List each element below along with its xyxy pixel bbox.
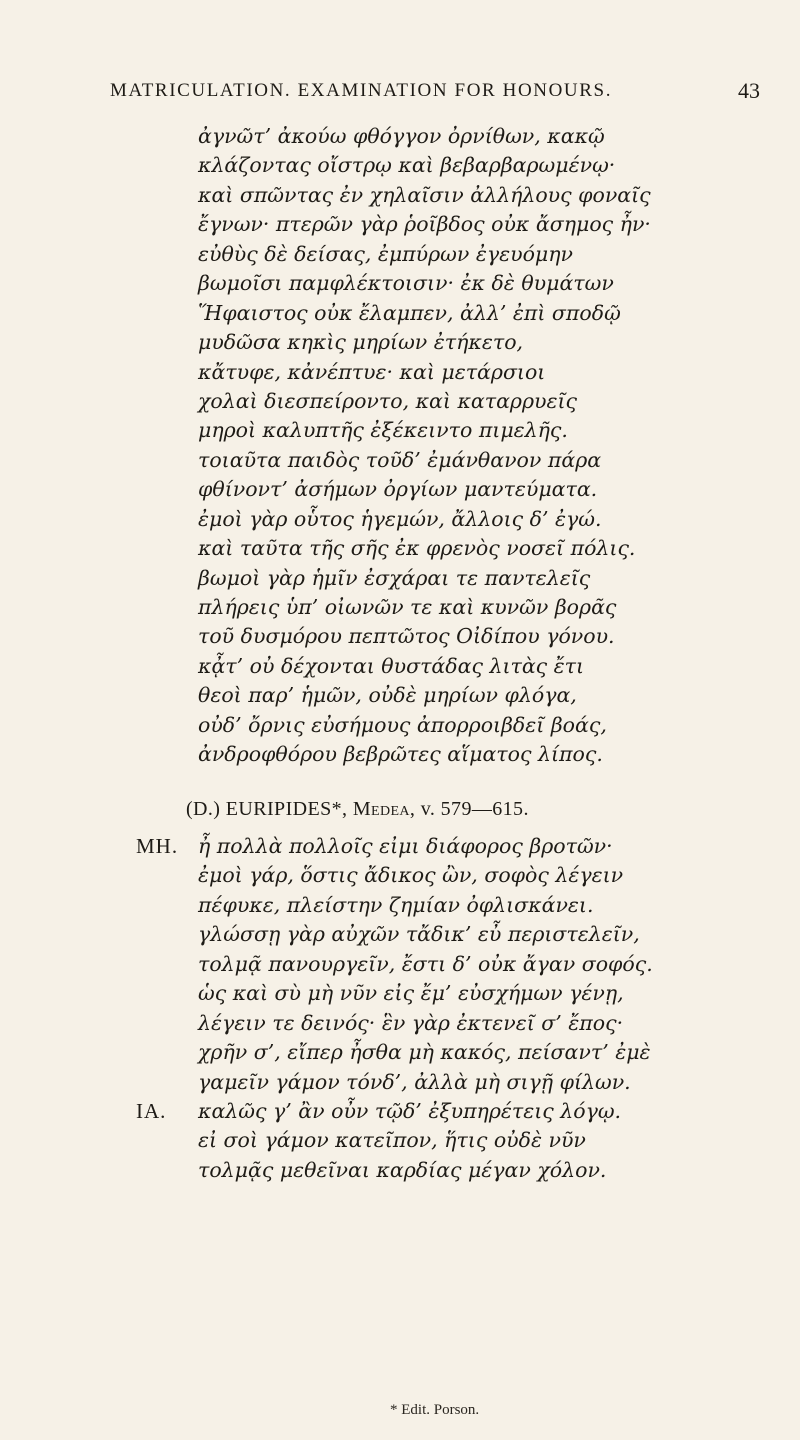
dialogue-line xyxy=(136,832,768,861)
verse-line: Ἥφαιστος οὐκ ἔλαμπεν, ἀλλ’ ἐπὶ σποδῷ xyxy=(198,300,621,325)
dialogue-line xyxy=(198,979,768,1008)
dialogue-line xyxy=(198,861,768,890)
section-heading xyxy=(186,798,529,821)
dialogue-line xyxy=(198,1156,768,1185)
speaker-label: MH. xyxy=(136,834,179,858)
section-label: (D.) xyxy=(186,798,221,820)
verse-line: ἀνδροφθόρου βεβρῶτες αἵματος λίπος. xyxy=(198,742,603,767)
verse-line: ἐμοὶ γὰρ οὗτος ἡγεμών, ἄλλοις δ’ ἐγώ. xyxy=(198,506,602,531)
page-number: 43 xyxy=(738,78,760,103)
verse-line: βωμοὶ γὰρ ἡμῖν ἐσχάραι τε παντελεῖς xyxy=(198,565,591,590)
verse-line: κλάζοντας οἴστρῳ καὶ βεβαρβαρωμένῳ· xyxy=(198,153,616,178)
dialogue-line xyxy=(198,1009,768,1038)
dialogue-line xyxy=(198,891,768,920)
verse-line: μηροὶ καλυπτῆς ἐξέκειντο πιμελῆς. xyxy=(198,418,568,443)
verse-line: κἄτυφε, κἀνέπτυε· καὶ μετάρσιοι xyxy=(198,359,546,384)
dialogue-line xyxy=(198,1126,768,1155)
dialogue-line xyxy=(198,1038,768,1067)
dialogue-text: πέφυκε, πλείστην ζημίαν ὀφλισκάνει. xyxy=(198,892,594,917)
dialogue-line xyxy=(198,1068,768,1097)
dialogue-passage xyxy=(136,832,768,1185)
verse-line: καὶ σπῶντας ἐν χηλαῖσιν ἀλλήλους φοναῖς xyxy=(198,182,651,207)
running-head xyxy=(110,80,760,110)
verse-line: οὐδ’ ὄρνις εὐσήμους ἀπορροιβδεῖ βοάς, xyxy=(198,712,607,737)
footnote: * Edit. Porson. xyxy=(390,1402,480,1418)
verse-line: μυδῶσα κηκὶς μηρίων ἐτήκετο, xyxy=(198,330,524,355)
dialogue-text: ἦ πολλὰ πολλοῖς εἰμι διάφορος βροτῶν· xyxy=(198,834,613,858)
dialogue-line xyxy=(198,950,768,979)
verse-line: τοῦ δυσμόρου πεπτῶτος Οἰδίπου γόνου. xyxy=(198,624,615,649)
dialogue-line xyxy=(198,920,768,949)
dialogue-text: τολμᾷ πανουργεῖν, ἔστι δ’ οὐκ ἄγαν σοφός. xyxy=(198,951,653,976)
speaker-label: IA. xyxy=(136,1098,167,1123)
section-lines-ref: v. 579—615. xyxy=(420,798,529,820)
verse-line: κᾆτ’ οὐ δέχονται θυστάδας λιτὰς ἔτι xyxy=(198,653,585,678)
verse-line: ἀγνῶτ’ ἀκούω φθόγγον ὀρνίθων, κακῷ xyxy=(198,124,605,148)
dialogue-text: καλῶς γ’ ἂν οὖν τῷδ’ ἐξυπηρέτεις λόγῳ. xyxy=(198,1098,622,1123)
section-work: Medea, xyxy=(352,798,416,820)
dialogue-line xyxy=(136,1097,768,1126)
dialogue-text: λέγειν τε δεινός· ἓν γὰρ ἐκτενεῖ σ’ ἔπος· xyxy=(198,1010,624,1035)
verse-line: τοιαῦτα παιδὸς τοῦδ’ ἐμάνθανον πάρα xyxy=(198,447,602,472)
dialogue-text: ὡς καὶ σὺ μὴ νῦν εἰς ἔμ’ εὐσχήμων γένῃ, xyxy=(198,981,624,1006)
dialogue-text: γλώσσῃ γὰρ αὐχῶν τἄδικ’ εὖ περιστελεῖν, xyxy=(198,922,640,947)
dialogue-text: ἐμοὶ γάρ, ὅστις ἄδικος ὢν, σοφὸς λέγειν xyxy=(198,863,624,888)
verse-line: καὶ ταῦτα τῆς σῆς ἐκ φρενὸς νοσεῖ πόλις. xyxy=(198,536,636,561)
verse-line: θεοὶ παρ’ ἡμῶν, οὐδὲ μηρίων φλόγα, xyxy=(198,683,577,708)
verse-line: εὐθὺς δὲ δείσας, ἐμπύρων ἐγευόμην xyxy=(198,241,573,266)
running-title: MATRICULATION. EXAMINATION FOR HONOURS. xyxy=(110,80,613,101)
verse-line: ἔγνων· πτερῶν γὰρ ῥοῖβδος οὐκ ἄσημος ἦν· xyxy=(198,212,651,237)
verse-line: φθίνοντ’ ἀσήμων ὀργίων μαντεύματα. xyxy=(198,477,598,502)
verse-line: χολαὶ διεσπείροντο, καὶ καταρρυεῖς xyxy=(198,388,578,413)
dialogue-text: γαμεῖν γάμον τόνδ’, ἀλλὰ μὴ σιγῇ φίλων. xyxy=(198,1069,631,1094)
section-author: EURIPIDES*, xyxy=(225,798,348,820)
verse-line: βωμοῖσι παμφλέκτοισιν· ἐκ δὲ θυμάτων xyxy=(198,271,614,296)
dialogue-text: τολμᾷς μεθεῖναι καρδίας μέγαν χόλον. xyxy=(198,1157,607,1182)
dialogue-text: χρῆν σ’, εἴπερ ἦσθα μὴ κακός, πείσαντ’ ἐμὲ xyxy=(198,1040,651,1065)
dialogue-text: εἰ σοὶ γάμον κατεῖπον, ἥτις οὐδὲ νῦν xyxy=(198,1128,586,1153)
verse-line: πλήρεις ὑπ’ οἰωνῶν τε καὶ κυνῶν βορᾶς xyxy=(198,595,617,619)
greek-verse-passage xyxy=(198,122,768,770)
